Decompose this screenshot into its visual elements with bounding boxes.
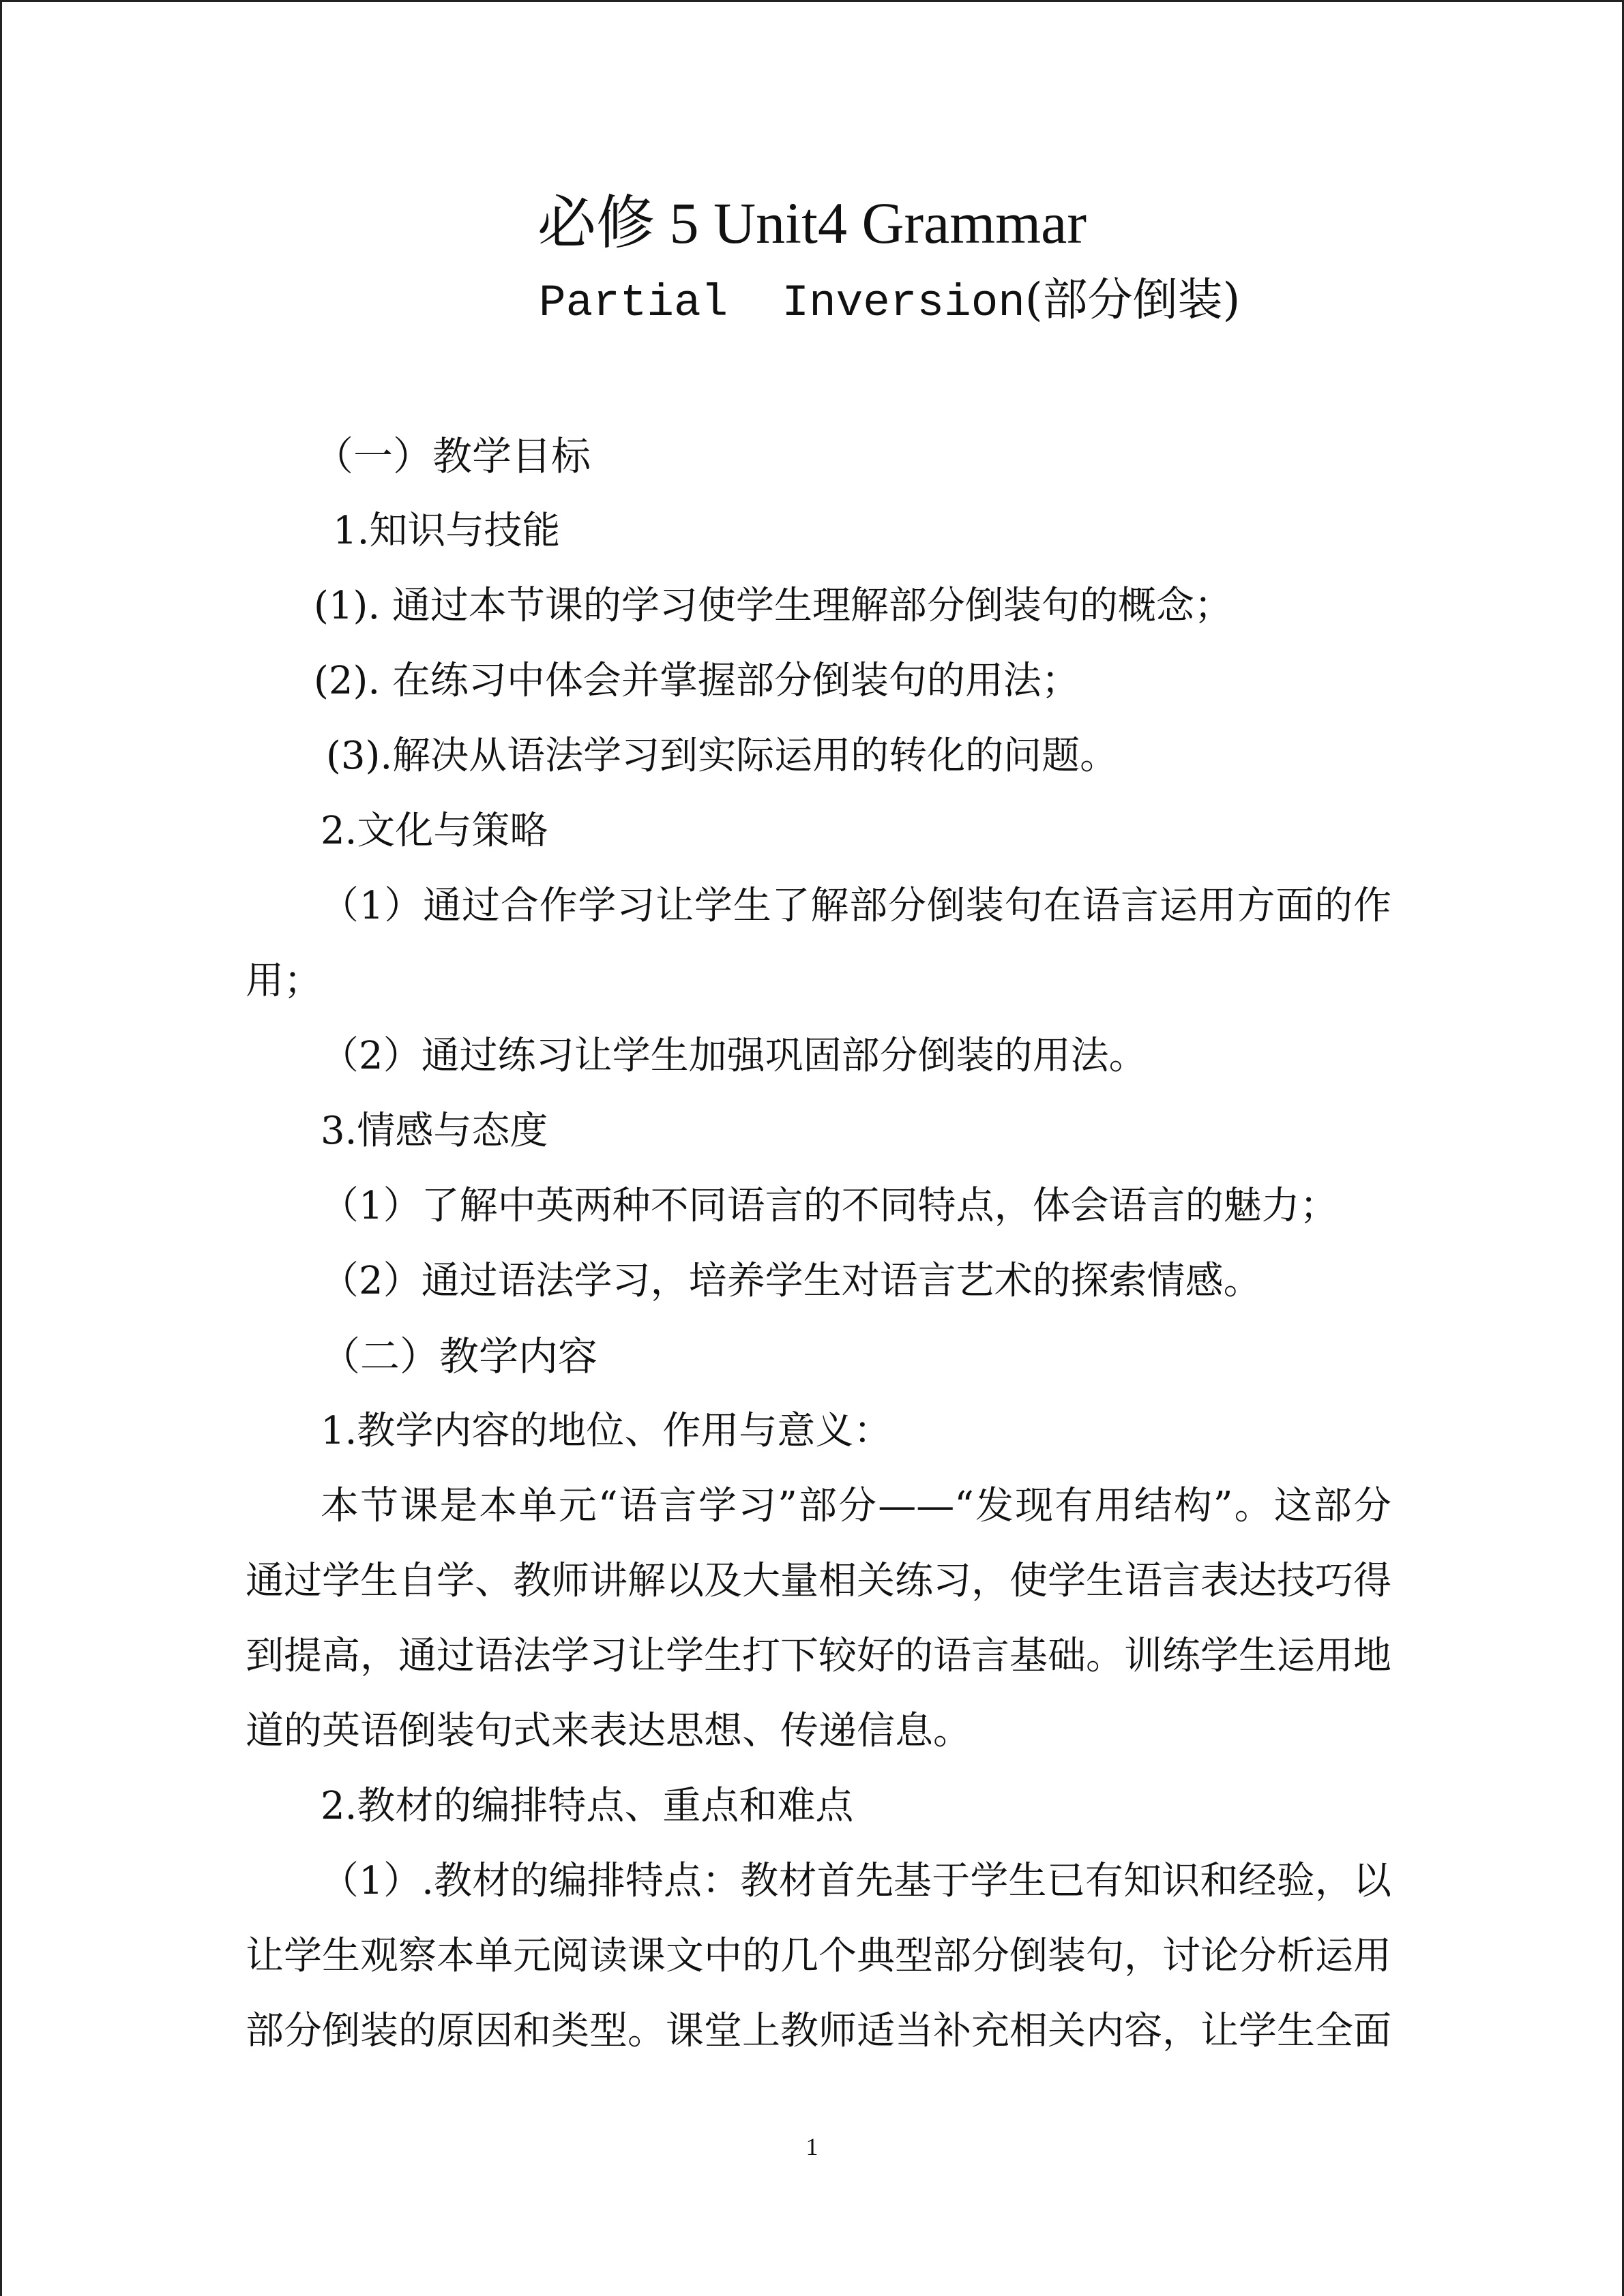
section-heading-content: （二）教学内容 bbox=[321, 1333, 598, 1380]
list-item: (2). 在练习中体会并掌握部分倒装句的用法； bbox=[314, 659, 1080, 703]
subheading-culture-strategy: 2.文化与策略 bbox=[321, 809, 548, 853]
list-item: (3).解决从语法学习到实际运用的转化的问题。 bbox=[326, 734, 1119, 778]
list-item: （2）通过练习让学生加强巩固部分倒装的用法。 bbox=[321, 1034, 1147, 1078]
subheading-content-role: 1.教学内容的地位、作用与意义： bbox=[321, 1409, 892, 1453]
paragraph: 本节课是本单元“语言学习”部分——“发现有用结构”。这部分通过学生自学、教师讲解以及大量相关练习，使学生语言表达技巧得到提高，通过语法学习让学生打下较好的语言基础。训练学生运用地道的英语倒装句式来表达思想、传递信息。 bbox=[246, 1484, 1391, 1753]
document-body bbox=[246, 419, 1391, 2069]
document-title: 必修 5 Unit4 Grammar bbox=[537, 190, 1087, 256]
page-number: 1 bbox=[806, 2133, 818, 2160]
subtitle-chinese: (部分倒装) bbox=[1024, 273, 1241, 326]
section-heading-goals: （一）教学目标 bbox=[314, 433, 591, 479]
subtitle-english: Partial Inversion bbox=[539, 278, 1025, 329]
subheading-knowledge-skills: 1.知识与技能 bbox=[333, 509, 561, 553]
list-item: （2）通过语法学习，培养学生对语言艺术的探索情感。 bbox=[321, 1259, 1262, 1303]
subheading-textbook-features: 2.教材的编排特点、重点和难点 bbox=[321, 1784, 854, 1828]
document-subtitle bbox=[539, 269, 1240, 334]
paragraph: （1）.教材的编排特点：教材首先基于学生已有知识和经验，以让学生观察本单元阅读课文中的几个典型部分倒装句，讨论分析运用部分倒装的原因和类型。课堂上教师适当补充相关内容，让学生全面 bbox=[246, 1859, 1391, 2053]
subheading-emotion-attitude: 3.情感与态度 bbox=[321, 1109, 548, 1153]
paragraph: （1）通过合作学习让学生了解部分倒装句在语言运用方面的作用； bbox=[246, 884, 1391, 1003]
list-item: (1). 通过本节课的学习使学生理解部分倒装句的概念； bbox=[314, 584, 1232, 628]
list-item: （1）了解中英两种不同语言的不同特点，体会语言的魅力； bbox=[321, 1184, 1338, 1228]
